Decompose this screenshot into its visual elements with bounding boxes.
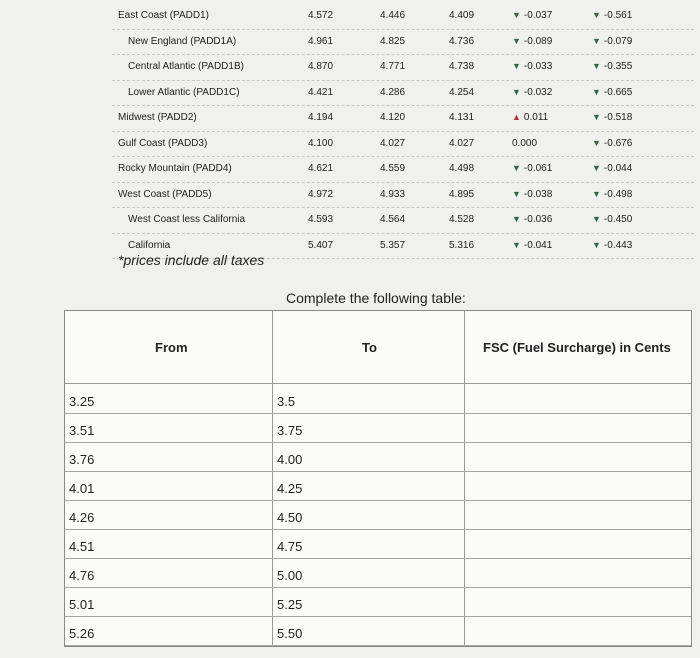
price-value: 4.421 bbox=[308, 86, 334, 98]
price-row bbox=[112, 132, 694, 158]
taxes-note: *prices include all taxes bbox=[118, 252, 265, 268]
arrow-down-icon: ▼ bbox=[592, 86, 601, 97]
price-value: 4.593 bbox=[308, 214, 334, 225]
price-change bbox=[512, 163, 552, 174]
price-value: 5.407 bbox=[308, 239, 334, 251]
price-value: 4.528 bbox=[449, 214, 475, 225]
price-row bbox=[112, 30, 694, 56]
price-row bbox=[112, 55, 694, 81]
arrow-down-icon: ▼ bbox=[512, 239, 521, 250]
change-value: 0.000 bbox=[512, 137, 538, 149]
table-row bbox=[65, 418, 691, 443]
price-value: 4.771 bbox=[380, 61, 406, 72]
table-row bbox=[65, 592, 691, 617]
price-value: 4.409 bbox=[449, 10, 475, 21]
change-value: -0.032 bbox=[523, 86, 553, 98]
region-label: Gulf Coast (PADD3) bbox=[118, 137, 208, 149]
instruction-text: Complete the following table: bbox=[286, 290, 466, 306]
change-value: -0.037 bbox=[523, 10, 553, 21]
from-value: 4.51 bbox=[69, 539, 95, 554]
arrow-down-icon: ▼ bbox=[592, 214, 601, 224]
price-row bbox=[112, 81, 694, 107]
price-value: 4.027 bbox=[449, 137, 475, 149]
change-value: 0.011 bbox=[523, 112, 549, 123]
fsc-table bbox=[64, 310, 692, 647]
change-value: -0.036 bbox=[523, 214, 553, 225]
price-value: 4.825 bbox=[380, 35, 406, 47]
from-value: 4.01 bbox=[69, 481, 95, 496]
arrow-down-icon: ▼ bbox=[592, 35, 601, 46]
price-value: 4.120 bbox=[380, 112, 406, 123]
price-value: 4.972 bbox=[308, 188, 334, 200]
price-change bbox=[512, 189, 552, 200]
to-value: 5.25 bbox=[277, 597, 303, 612]
table-row bbox=[65, 563, 691, 588]
region-label: Rocky Mountain (PADD4) bbox=[118, 163, 232, 174]
price-change bbox=[512, 61, 552, 72]
change-value: -0.089 bbox=[523, 35, 553, 47]
price-row bbox=[112, 183, 694, 209]
price-change bbox=[512, 138, 537, 149]
to-value: 4.00 bbox=[277, 452, 303, 467]
to-value: 5.00 bbox=[277, 568, 303, 583]
arrow-up-icon: ▲ bbox=[512, 112, 521, 122]
price-row bbox=[112, 106, 694, 132]
region-label: West Coast less California bbox=[128, 214, 246, 225]
to-value: 4.25 bbox=[277, 481, 303, 496]
change-value: -0.561 bbox=[603, 10, 633, 21]
change-value: -0.518 bbox=[603, 112, 633, 123]
arrow-down-icon: ▼ bbox=[592, 239, 601, 250]
change-value: -0.061 bbox=[523, 163, 553, 174]
price-value: 4.446 bbox=[380, 10, 406, 21]
price-value: 4.498 bbox=[449, 163, 475, 174]
region-label: West Coast (PADD5) bbox=[118, 188, 212, 200]
table-row bbox=[65, 534, 691, 559]
price-value: 4.738 bbox=[449, 61, 475, 72]
arrow-down-icon: ▼ bbox=[512, 86, 521, 97]
arrow-down-icon: ▼ bbox=[512, 214, 521, 224]
from-value: 3.76 bbox=[69, 452, 95, 467]
price-value: 4.572 bbox=[308, 10, 334, 21]
price-change bbox=[592, 163, 632, 174]
price-value: 4.100 bbox=[308, 137, 334, 149]
arrow-down-icon: ▼ bbox=[592, 112, 601, 122]
table-row bbox=[65, 621, 691, 646]
price-value: 4.027 bbox=[380, 137, 406, 149]
price-change bbox=[592, 10, 632, 21]
change-value: -0.044 bbox=[603, 163, 633, 174]
to-value: 4.50 bbox=[277, 510, 303, 525]
price-value: 4.286 bbox=[380, 86, 406, 98]
price-value: 5.357 bbox=[380, 239, 406, 251]
price-change bbox=[592, 87, 632, 98]
change-value: -0.443 bbox=[603, 239, 633, 251]
change-value: -0.033 bbox=[523, 61, 553, 72]
price-change bbox=[512, 36, 552, 47]
arrow-down-icon: ▼ bbox=[512, 188, 521, 199]
price-change bbox=[592, 214, 632, 225]
region-label: California bbox=[128, 239, 171, 251]
region-label: Central Atlantic (PADD1B) bbox=[128, 61, 244, 72]
price-change bbox=[592, 138, 632, 149]
arrow-down-icon: ▼ bbox=[592, 10, 601, 20]
arrow-down-icon: ▼ bbox=[592, 188, 601, 199]
price-value: 4.559 bbox=[380, 163, 406, 174]
table-row bbox=[65, 389, 691, 414]
price-value: 4.564 bbox=[380, 214, 406, 225]
header-to: To bbox=[362, 340, 377, 355]
price-change bbox=[592, 112, 632, 123]
table-row bbox=[65, 476, 691, 501]
change-value: -0.355 bbox=[603, 61, 633, 72]
change-value: -0.498 bbox=[603, 188, 633, 200]
arrow-down-icon: ▼ bbox=[512, 10, 521, 20]
arrow-down-icon: ▼ bbox=[512, 35, 521, 46]
price-change bbox=[592, 61, 632, 72]
from-value: 5.01 bbox=[69, 597, 95, 612]
price-value: 4.736 bbox=[449, 35, 475, 47]
price-value: 4.895 bbox=[449, 188, 475, 200]
price-change bbox=[512, 112, 548, 123]
gas-price-table bbox=[112, 4, 694, 259]
fsc-table-header bbox=[65, 311, 691, 384]
to-value: 3.75 bbox=[277, 423, 303, 438]
change-value: -0.079 bbox=[603, 35, 633, 47]
change-value: -0.665 bbox=[603, 86, 633, 98]
change-value: -0.038 bbox=[523, 188, 553, 200]
price-change bbox=[512, 214, 552, 225]
from-value: 4.76 bbox=[69, 568, 95, 583]
to-value: 3.5 bbox=[277, 394, 296, 409]
arrow-down-icon: ▼ bbox=[592, 61, 601, 71]
price-row bbox=[112, 4, 694, 30]
price-value: 4.621 bbox=[308, 163, 334, 174]
price-value: 4.254 bbox=[449, 86, 475, 98]
price-value: 4.933 bbox=[380, 188, 406, 200]
change-value: -0.041 bbox=[523, 239, 553, 251]
price-row bbox=[112, 157, 694, 183]
price-value: 4.131 bbox=[449, 112, 475, 123]
region-label: New England (PADD1A) bbox=[128, 35, 237, 47]
price-change bbox=[512, 10, 552, 21]
from-value: 4.26 bbox=[69, 510, 95, 525]
price-value: 5.316 bbox=[449, 239, 475, 251]
to-value: 5.50 bbox=[277, 626, 303, 641]
arrow-down-icon: ▼ bbox=[512, 163, 521, 173]
header-fsc: FSC (Fuel Surcharge) in Cents bbox=[483, 340, 671, 355]
price-change bbox=[592, 240, 632, 251]
arrow-down-icon: ▼ bbox=[592, 137, 601, 148]
table-row bbox=[65, 447, 691, 472]
price-value: 4.194 bbox=[308, 112, 334, 123]
header-from: From bbox=[155, 340, 188, 355]
change-value: -0.450 bbox=[603, 214, 633, 225]
price-value: 4.961 bbox=[308, 35, 334, 47]
region-label: Midwest (PADD2) bbox=[118, 112, 197, 123]
change-value: -0.676 bbox=[603, 137, 633, 149]
from-value: 3.51 bbox=[69, 423, 95, 438]
price-change bbox=[512, 240, 552, 251]
arrow-down-icon: ▼ bbox=[512, 61, 521, 71]
price-change bbox=[592, 36, 632, 47]
arrow-down-icon: ▼ bbox=[592, 163, 601, 173]
region-label: Lower Atlantic (PADD1C) bbox=[128, 86, 240, 98]
table-row bbox=[65, 505, 691, 530]
price-change bbox=[592, 189, 632, 200]
from-value: 3.25 bbox=[69, 394, 95, 409]
region-label: East Coast (PADD1) bbox=[118, 10, 209, 21]
from-value: 5.26 bbox=[69, 626, 95, 641]
price-value: 4.870 bbox=[308, 61, 334, 72]
price-row bbox=[112, 208, 694, 234]
to-value: 4.75 bbox=[277, 539, 303, 554]
price-change bbox=[512, 87, 552, 98]
